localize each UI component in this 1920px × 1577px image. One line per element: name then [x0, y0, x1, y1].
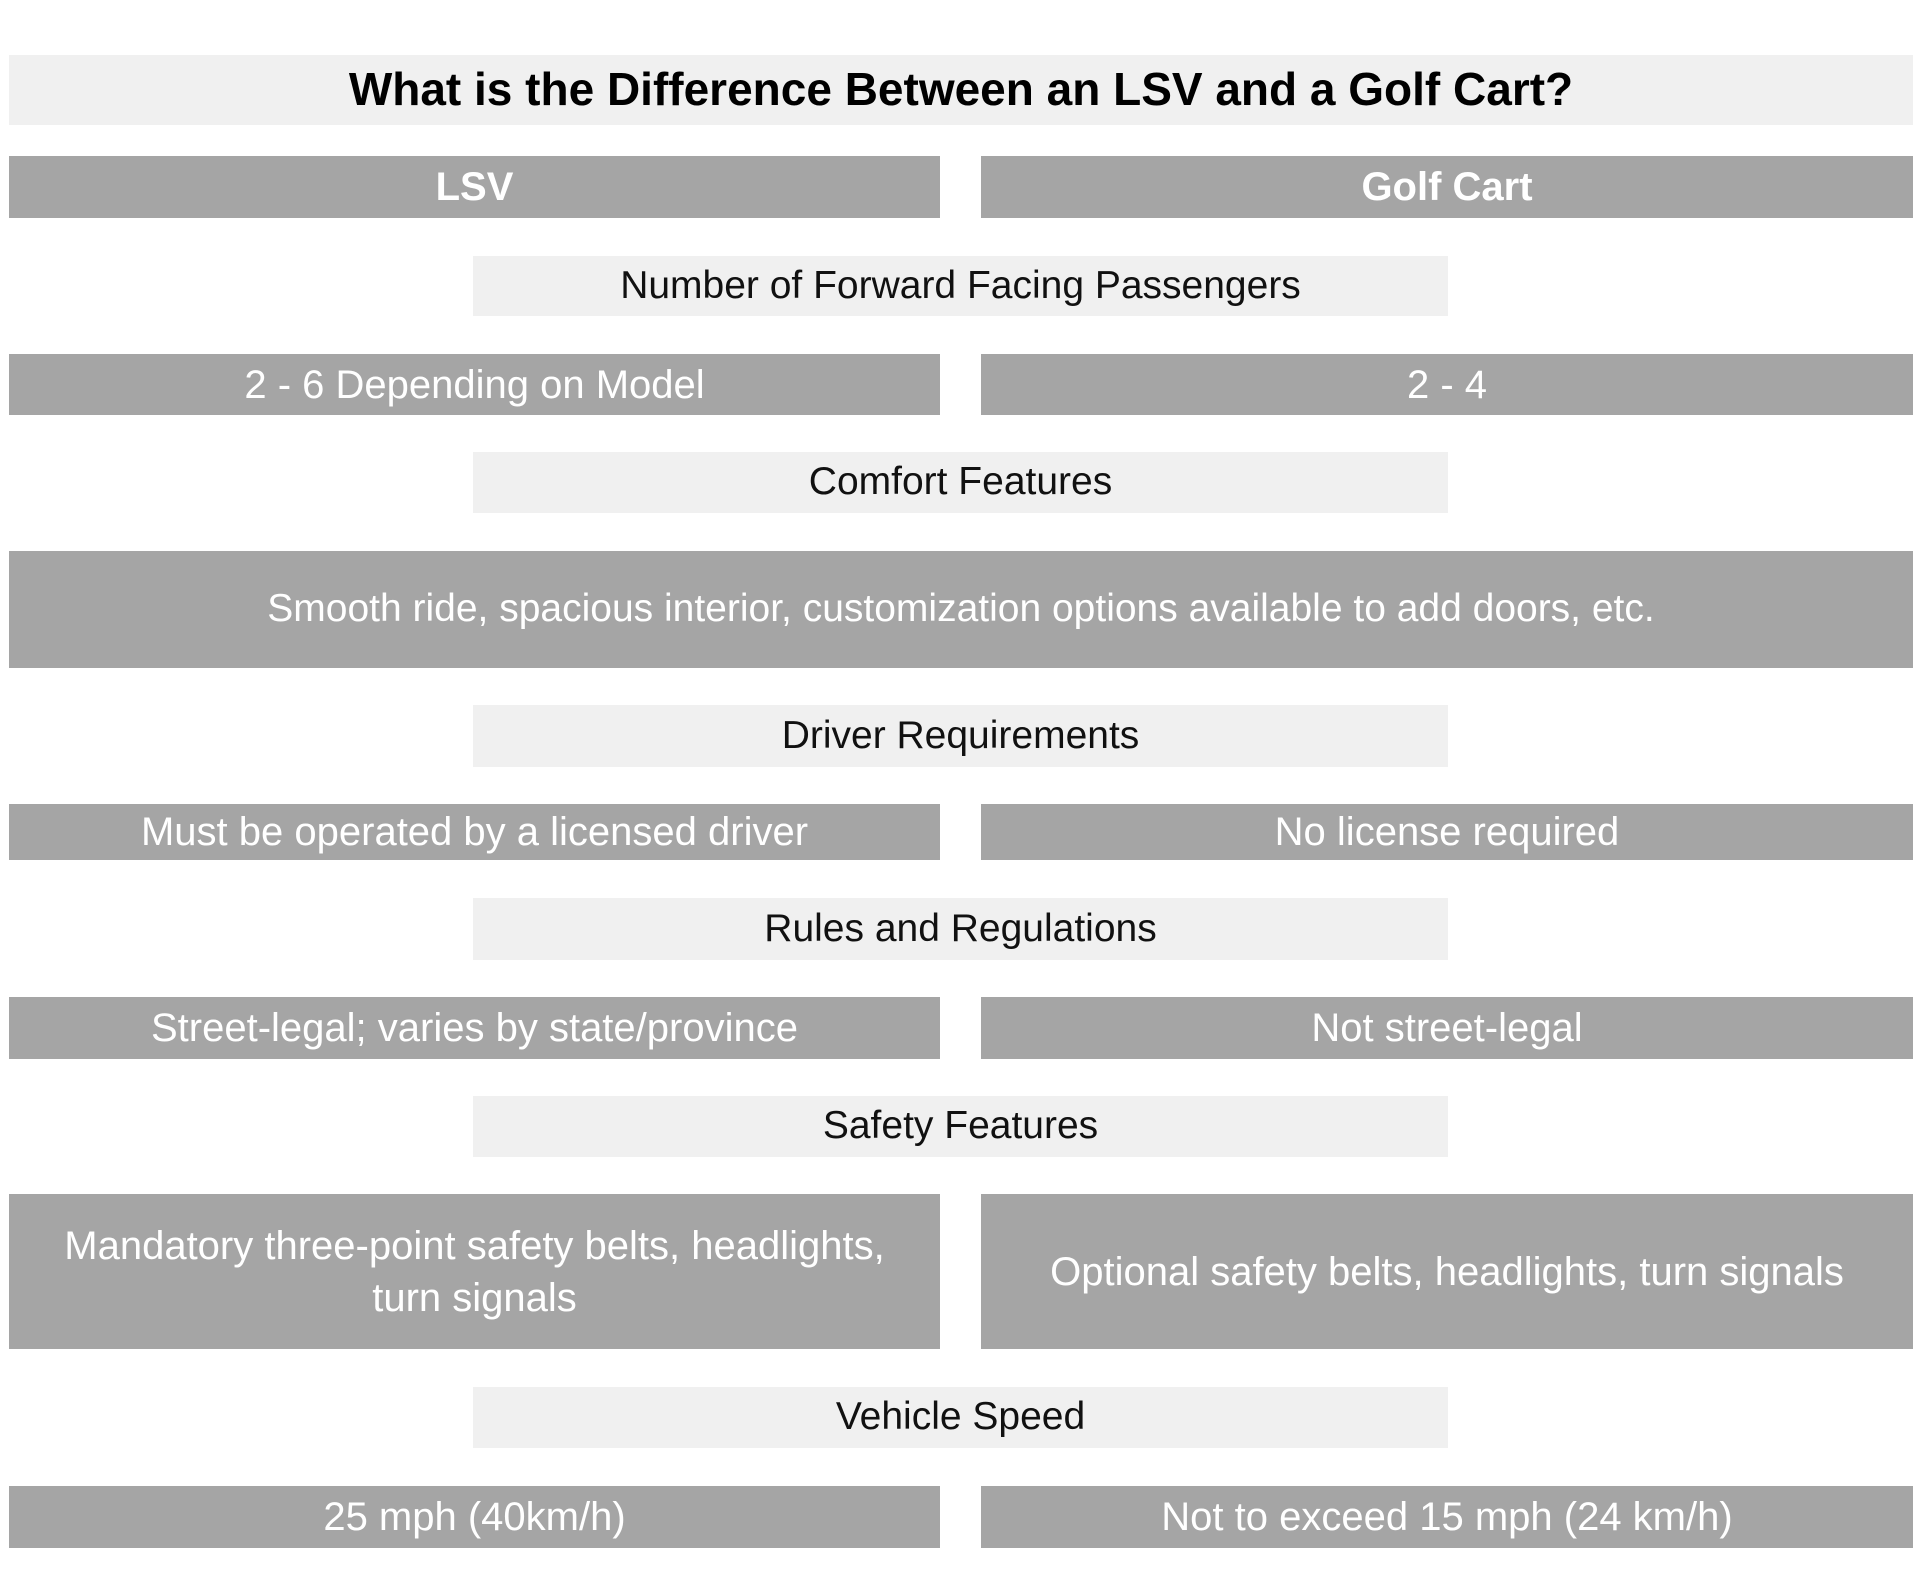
- column-header-golf-cart: Golf Cart: [981, 156, 1913, 218]
- category-passengers: Number of Forward Facing Passengers: [473, 256, 1448, 316]
- lsv-rules-value: Street-legal; varies by state/province: [9, 997, 940, 1059]
- lsv-safety-value: Mandatory three-point safety belts, headlights, turn signals: [9, 1194, 940, 1349]
- category-driver-requirements: Driver Requirements: [473, 705, 1448, 767]
- page-title: What is the Difference Between an LSV and a Golf Cart?: [9, 55, 1913, 125]
- golf-cart-rules-value: Not street-legal: [981, 997, 1913, 1059]
- lsv-speed-value: 25 mph (40km/h): [9, 1486, 940, 1548]
- golf-cart-passengers-value: 2 - 4: [981, 354, 1913, 415]
- lsv-driver-value: Must be operated by a licensed driver: [9, 804, 940, 860]
- golf-cart-driver-value: No license required: [981, 804, 1913, 860]
- category-comfort: Comfort Features: [473, 452, 1448, 513]
- golf-cart-safety-value: Optional safety belts, headlights, turn signals: [981, 1194, 1913, 1349]
- golf-cart-speed-value: Not to exceed 15 mph (24 km/h): [981, 1486, 1913, 1548]
- lsv-passengers-value: 2 - 6 Depending on Model: [9, 354, 940, 415]
- comfort-shared-value: Smooth ride, spacious interior, customization options available to add doors, etc.: [9, 551, 1913, 668]
- column-header-lsv: LSV: [9, 156, 940, 218]
- category-vehicle-speed: Vehicle Speed: [473, 1387, 1448, 1448]
- category-rules: Rules and Regulations: [473, 898, 1448, 960]
- category-safety: Safety Features: [473, 1096, 1448, 1157]
